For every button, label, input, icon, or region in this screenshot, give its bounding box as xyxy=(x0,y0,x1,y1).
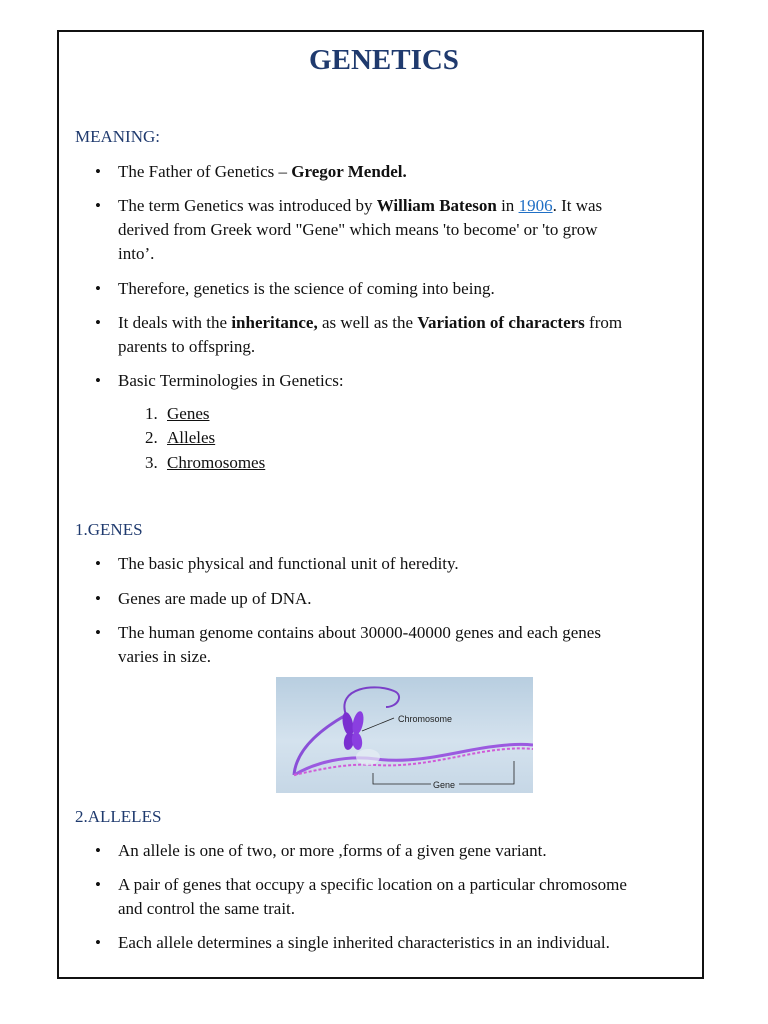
term-number: 3. xyxy=(145,453,158,472)
bullet-text: Basic Terminologies in Genetics: xyxy=(118,371,344,390)
bullet-text: as well as the xyxy=(317,313,418,332)
page-title: GENETICS xyxy=(309,44,459,76)
section-heading-alleles: 2.ALLELES xyxy=(75,807,162,826)
section-heading-meaning: MEANING: xyxy=(75,127,160,146)
term-label[interactable]: Alleles xyxy=(167,428,216,447)
chromosome-shape xyxy=(341,710,380,765)
section-heading-genes: 1.GENES xyxy=(75,520,143,539)
bullet-text: The term Genetics was introduced by xyxy=(118,196,377,215)
term-item-genes xyxy=(145,402,209,426)
term-item-alleles xyxy=(145,426,215,450)
bullet-text: The human genome contains about 30000-40000 genes and each genes xyxy=(118,623,601,642)
bullet-text: The Father of Genetics – xyxy=(118,162,292,181)
bullet-bold: Gregor Mendel. xyxy=(291,162,407,181)
bullet-text: It deals with the xyxy=(118,313,232,332)
bullet-bold: Variation of characters xyxy=(417,313,585,332)
bullet-text: and control the same trait. xyxy=(118,899,296,918)
bullet-text: A pair of genes that occupy a specific location on a particular chromosome xyxy=(118,875,627,894)
term-label[interactable]: Genes xyxy=(167,404,210,423)
bullet-text: derived from Greek word "Gene" which means 'to become' or 'to grow xyxy=(118,220,598,239)
bullet-text: Each allele determines a single inherited characteristics in an individual. xyxy=(118,933,610,952)
bullet-bold: inheritance, xyxy=(231,313,318,332)
chromosome-label: Chromosome xyxy=(398,714,453,724)
bullet-text: Genes are made up of DNA. xyxy=(118,589,312,608)
bullet-text: in xyxy=(496,196,519,215)
bullet-text: varies in size. xyxy=(118,647,211,666)
bullet-text: An allele is one of two, or more ,forms of a given gene variant. xyxy=(118,841,547,860)
bullet-text: parents to offspring. xyxy=(118,337,256,356)
bullet-text: The basic physical and functional unit of heredity. xyxy=(118,554,459,573)
gene-label: Gene xyxy=(433,780,456,790)
term-label[interactable]: Chromosomes xyxy=(167,453,266,472)
term-number: 2. xyxy=(145,428,158,447)
term-number: 1. xyxy=(145,404,158,423)
bullet-text: from xyxy=(584,313,623,332)
bullet-text: Therefore, genetics is the science of coming into being. xyxy=(118,279,495,298)
bullet-text: into’. xyxy=(118,244,155,263)
year-link[interactable]: 1906 xyxy=(518,196,553,215)
chromosome-illustration xyxy=(276,677,533,793)
bullet-bold: William Bateson xyxy=(376,196,497,215)
term-item-chromosomes xyxy=(145,451,265,475)
bullet-text: . It was xyxy=(552,196,603,215)
